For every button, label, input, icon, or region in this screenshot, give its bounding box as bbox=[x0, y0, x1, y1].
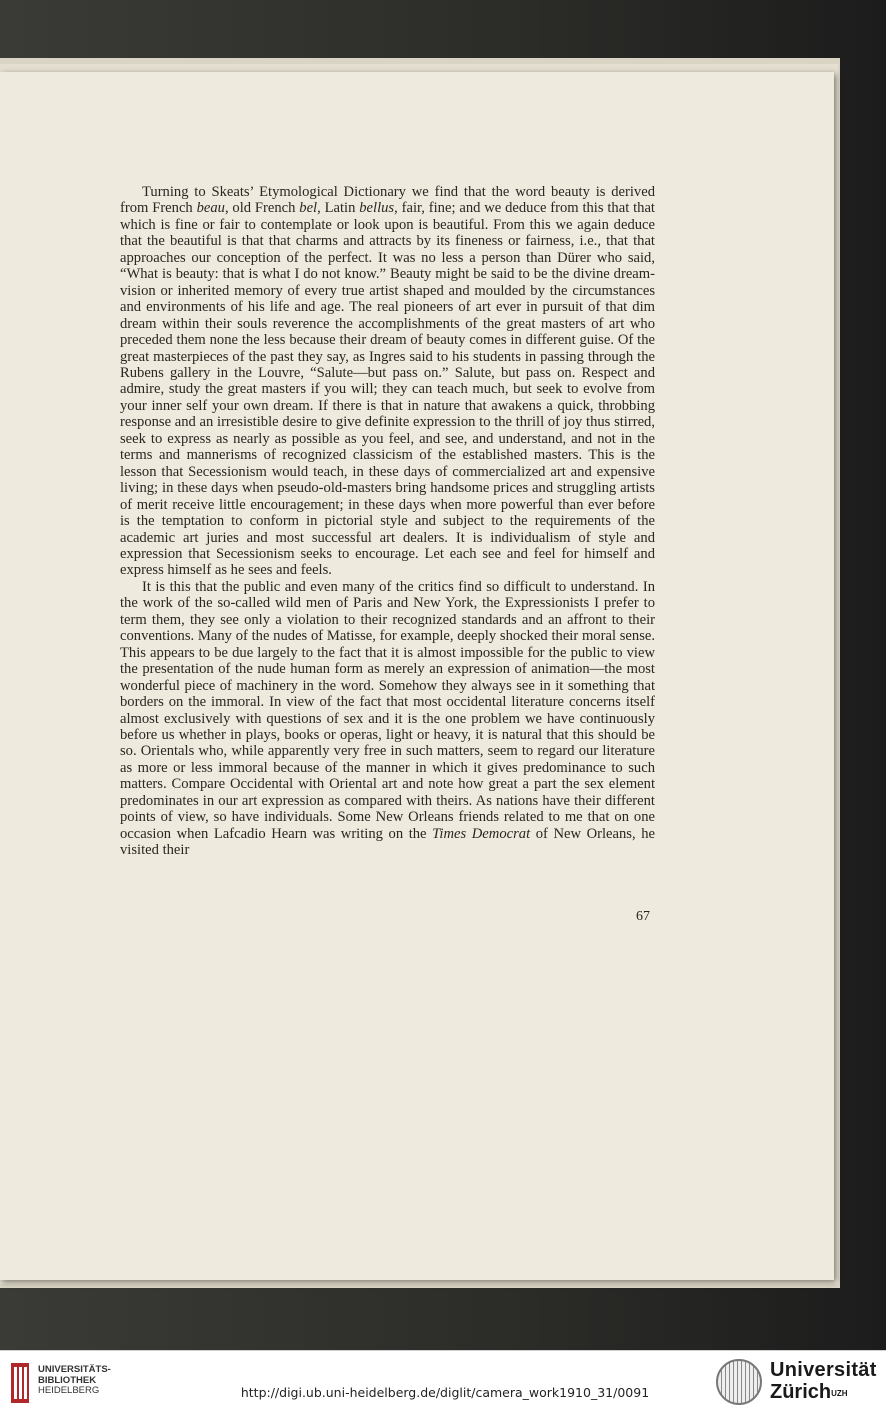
uzh-seal-icon bbox=[716, 1359, 762, 1405]
ub-heidelberg-label: UNIVERSITÄTS- BIBLIOTHEK HEIDELBERG bbox=[38, 1364, 111, 1396]
book-page bbox=[0, 72, 834, 1280]
footer-bar bbox=[0, 1350, 886, 1414]
uzh-logo: Universität Zürich$^{UZH}$ bbox=[770, 1359, 877, 1403]
ub-heidelberg-logo-icon bbox=[10, 1363, 30, 1403]
source-url-link[interactable]: http://digi.ub.uni-heidelberg.de/diglit/camera_work1910_31/0091 bbox=[240, 1385, 650, 1400]
body-text bbox=[120, 184, 655, 859]
paragraph-1: Turning to Skeats’ Etymological Dictionary we find that the word beauty is derived from French beau, old French bel, Latin bellus, fair, fine; and we deduce from this that that which is fine or fair to contemplate or look upon is beautiful. From this we again deduce that the beautiful is that that charms and attracts by its fineness or fairness, i.e., that that approaches our conception of the perfect. It was no less a person than Dürer who said, “What is beauty: that is what I do not know.” Beauty might be said to be the divine dream-vision or inherited memory of every true artist shaped and moulded by the circumstances and environments of his life and age. The real pioneers of art ever in pursuit of that dim dream within their souls reverence the accomplishments of the great masters of art who preceded them none the less because their dream of beauty comes in different guise. Of the great masterpieces of the past they say, as Ingres said to his students in passing through the Rubens gallery in the Louvre, “Salute—but pass on.” Salute, but pass on. Respect and admire, study the great masters if you will; they can teach much, but seek to evolve from your inner self your own dream. If there is that in nature that awakens a quick, throbbing response and an irresistible desire to give definite expression to the thrill of joy thus stirred, seek to express as nearly as possible as you feel, and see, and understand, and not in the terms and mannerisms of recognized classicism of the established masters. This is the lesson that Secessionism would teach, in these days of commercialized art and expensive living; in these days when pseudo-old-masters bring handsome prices and struggling artists of merit receive little encouragement; in these days when more powerful than ever before is the temptation to conform in pictorial style and subject to the requirements of the academic art juries and most successful art dealers. It is individualism of style and expression that Secessionism seeks to encourage. Let each see and feel for himself and express himself as he sees and feels. bbox=[120, 184, 655, 579]
paragraph-2: It is this that the public and even many of the critics find so difficult to understand. In the work of the so-called wild men of Paris and New York, the Expressionists I prefer to term them, they see only a violation to their recognized standards and an affront to their conventions. Many of the nudes of Matisse, for example, deeply shocked their moral sense. This appears to be due largely to the fact that it is almost impossible for the public to view the presentation of the nude human form as merely an expression of animation—the most wonderful piece of machinery in the word. Somehow they always see in it something that borders on the immoral. In view of the fact that most occidental literature concerns itself almost exclusively with questions of sex and it is the one problem we have continuously before us whether in plays, books or operas, light or heavy, it is natural that this should be so. Orientals who, while apparently very free in such matters, seem to regard our literature as more or less immoral because of the manner in which it gives predominance to such matters. Compare Occidental with Oriental art and note how great a part the sex element predominates in our art expression as compared with theirs. As nations have their different points of view, so have individuals. Some New Orleans friends related to me that on one occasion when Lafcadio Hearn was writing on the Times Democrat of New Orleans, he visited their bbox=[120, 578, 655, 859]
page-number: 67 bbox=[636, 909, 650, 924]
